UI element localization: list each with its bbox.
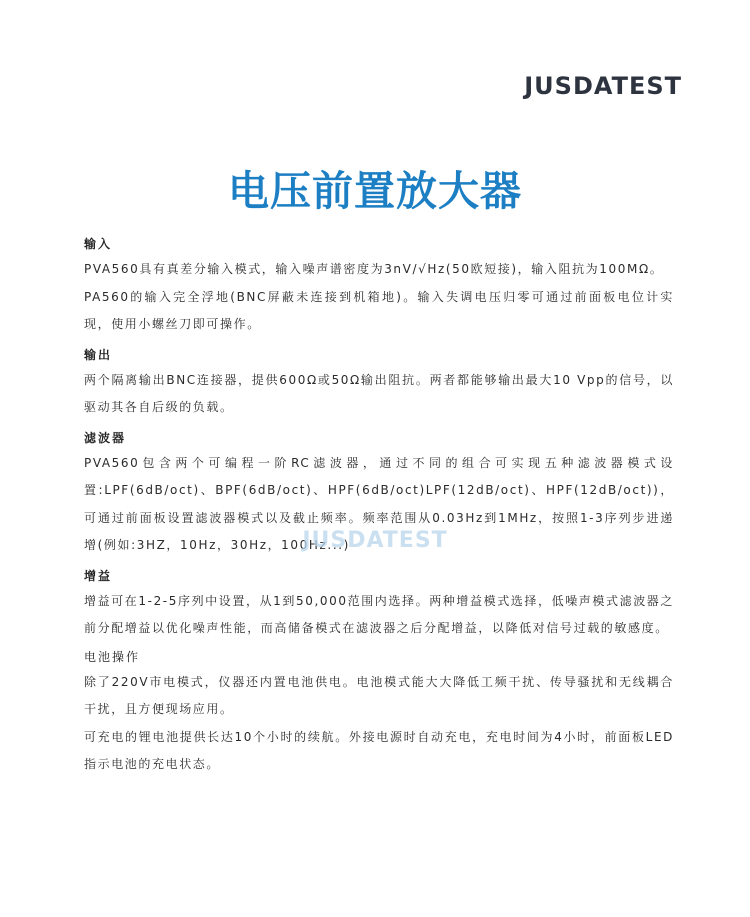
battery-paragraph-1: 除了220V市电模式，仪器还内置电池供电。电池模式能大大降低工频干扰、传导骚扰和无线耦合干扰，且方便现场应用。: [84, 674, 674, 716]
brand-logo-text: JUSDATEST: [524, 72, 682, 100]
section-heading-output: 输出: [84, 347, 113, 362]
section-heading-gain: 增益: [84, 568, 113, 583]
input-paragraph-2: PA560的输入完全浮地(BNC屏蔽未连接到机箱地)。输入失调电压归零可通过前面板电位计实现，使用小螺丝刀即可操作。: [84, 289, 674, 331]
watermark: JUSDATEST: [302, 528, 448, 553]
output-paragraph-1: 两个隔离输出BNC连接器，提供600Ω或50Ω输出阻抗。两者都能够输出最大10 Vpp的信号，以驱动其各自后级的负载。: [84, 372, 674, 414]
page-title: 电压前置放大器: [228, 167, 522, 215]
gain-paragraph-1: 增益可在1-2-5序列中设置，从1到50,000范围内选择。两种增益模式选择，低噪声模式滤波器之前分配增益以优化噪声性能，而高储备模式在滤波器之后分配增益，以降低对信号过载的敏感度。: [84, 593, 674, 635]
article-body: [84, 228, 674, 779]
section-heading-filter: 滤波器: [84, 430, 127, 445]
input-paragraph-1: PVA560具有真差分输入模式，输入噪声谱密度为3nV/√Hz(50欧短接)，输入阻抗为100MΩ。: [84, 262, 664, 276]
section-heading-input: 输入: [84, 237, 113, 251]
filter-paragraph-1: PVA560包含两个可编程一阶RC滤波器，通过不同的组合可实现五种滤波器模式设置:LPF(6dB/oct)、BPF(6dB/oct)、HPF(6dB/oct)LPF(12dB/oct)、HPF(12dB/oct))，可通过前面板设置滤波器模式以及截止频率。频率范围从0.03Hz到1MHz，按照1-3序列步进递增(例如:3HZ，10Hz，30Hz，100Hz...): [84, 455, 674, 552]
section-heading-battery: 电池操作: [84, 649, 141, 664]
battery-paragraph-2: 可充电的锂电池提供长达10个小时的续航。外接电源时自动充电，充电时间为4小时，前面板LED指示电池的充电状态。: [84, 729, 674, 771]
